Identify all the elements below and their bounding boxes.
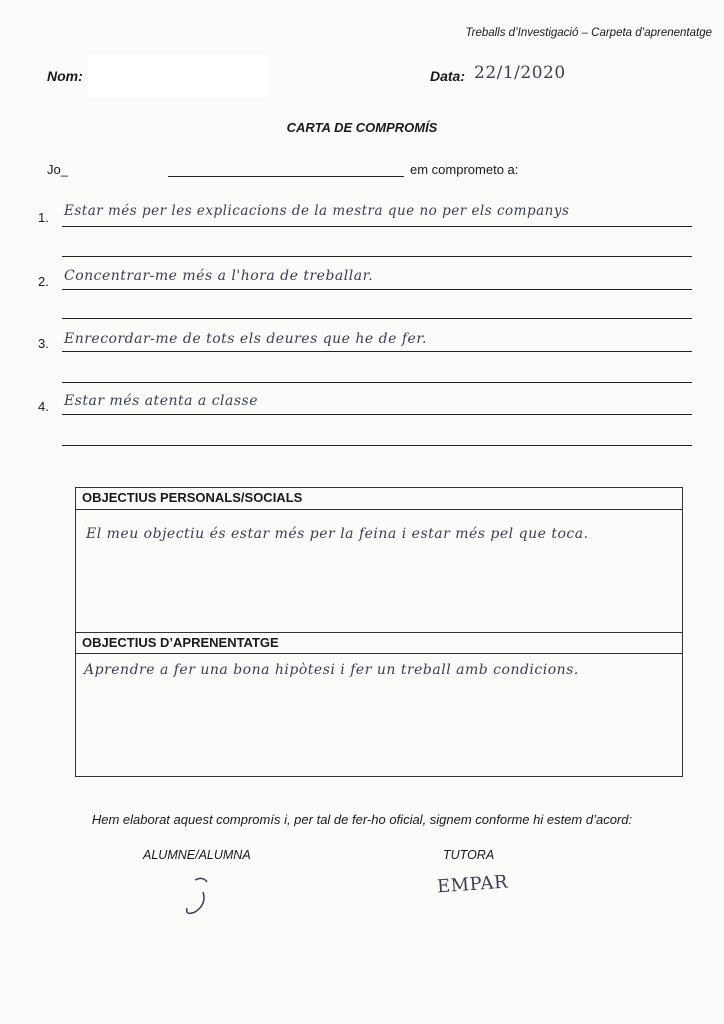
name-field-redacted[interactable]	[88, 55, 268, 97]
learning-objectives-heading: OBJECTIUS D’APRENENTATGE	[76, 632, 682, 654]
running-header: Treballs d’Investigació – Carpeta d’aprenentatge	[465, 27, 712, 39]
name-label: Nom:	[47, 68, 83, 84]
answer-line	[62, 445, 692, 446]
agreement-statement: Hem elaborat aquest compromís i, per tal de fer-ho oficial, signem conforme hi estem d’acord:	[91, 812, 633, 827]
date-label: Data:	[430, 68, 466, 84]
answer-line	[62, 382, 692, 383]
objectives-box	[75, 487, 683, 777]
item-number: 3.	[38, 336, 49, 351]
item-text[interactable]: Estar més per les explicacions de la mestra que no per els companys	[64, 203, 570, 219]
answer-line	[62, 318, 692, 319]
student-signature-label: ALUMNE/ALUMNA	[143, 848, 251, 862]
jo-label: Jo_	[47, 162, 68, 177]
commit-label: em comprometo a:	[410, 162, 519, 177]
item-number: 1.	[38, 210, 49, 225]
learning-objectives-text[interactable]: Aprendre a fer una bona hipòtesi i fer un treball amb condicions.	[84, 662, 579, 678]
answer-line	[62, 226, 692, 227]
answer-line	[62, 289, 692, 290]
personal-objectives-text[interactable]: El meu objectiu és estar més per la feina i estar més pel que toca.	[86, 526, 589, 542]
student-signature[interactable]	[175, 872, 225, 922]
answer-line	[62, 256, 692, 257]
tutor-signature[interactable]: EMPAR	[436, 871, 509, 898]
item-text[interactable]: Enrecordar-me de tots els deures que he de fer.	[64, 331, 427, 347]
personal-objectives-heading: OBJECTIUS PERSONALS/SOCIALS	[76, 488, 682, 510]
item-number: 2.	[38, 274, 49, 289]
answer-line	[62, 351, 692, 352]
item-text[interactable]: Concentrar-me més a l'hora de treballar.	[64, 268, 374, 284]
answer-line	[62, 414, 692, 415]
item-number: 4.	[38, 399, 49, 414]
date-value[interactable]: 22/1/2020	[474, 63, 566, 83]
page-title: CARTA DE COMPROMÍS	[286, 120, 438, 135]
item-text[interactable]: Estar més atenta a classe	[64, 393, 259, 409]
tutor-signature-label: TUTORA	[443, 848, 495, 862]
jo-line[interactable]	[168, 176, 404, 177]
